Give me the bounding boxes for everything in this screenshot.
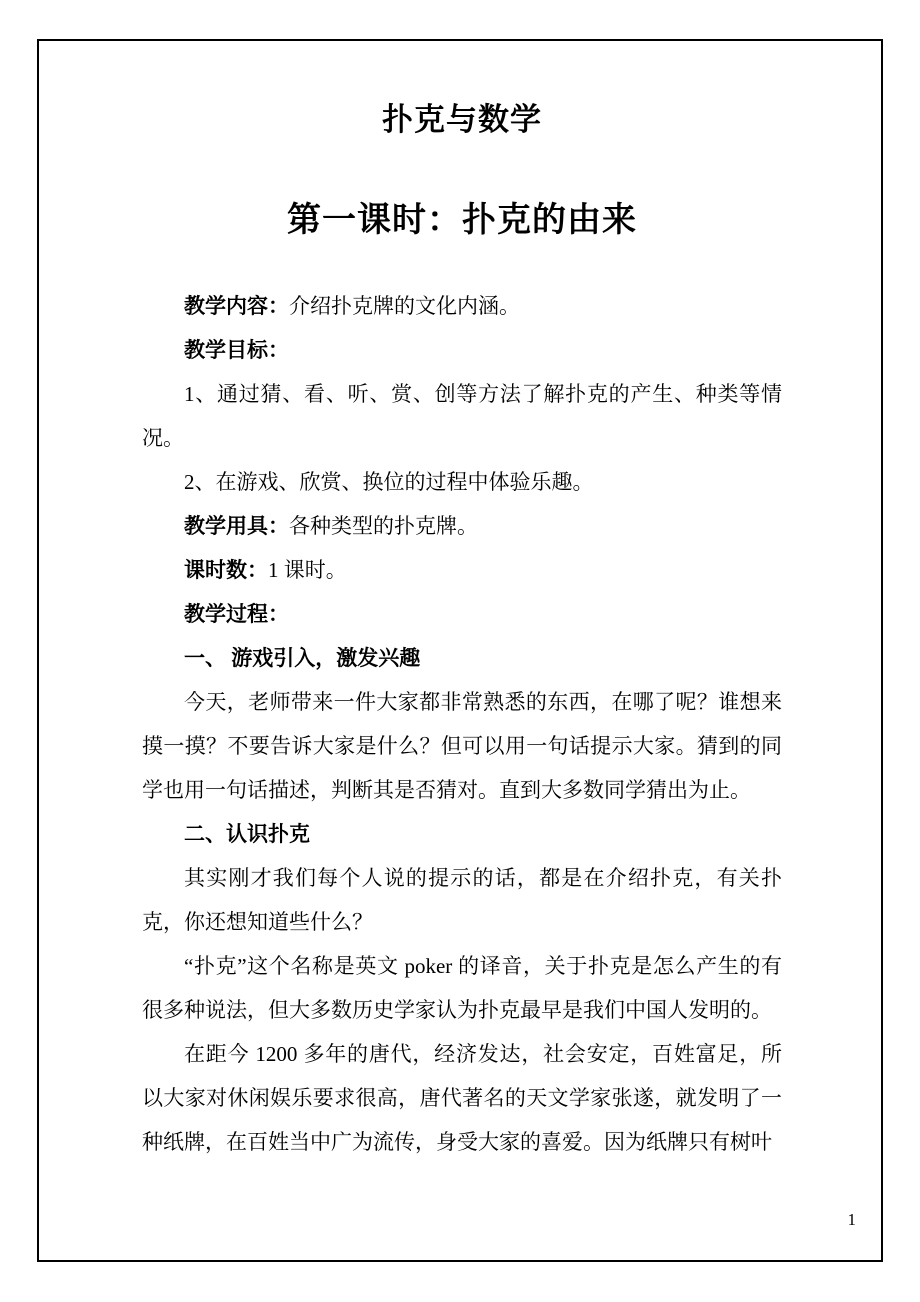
section-heading: 二、认识扑克: [184, 822, 310, 846]
paragraph: 教学内容：介绍扑克牌的文化内涵。: [184, 294, 520, 318]
paragraph-label: 教学内容：: [184, 294, 289, 318]
section-heading: 一、 游戏引入，激发兴趣: [184, 646, 421, 670]
paragraph: 今天，老师带来一件大家都非常熟悉的东西，在哪了呢？谁想来摸一摸？不要告诉大家是什么？但可以用一句话提示大家。猜到的同学也用一句话描述，判断其是否猜对。直到大多数同学猜出为止。: [142, 690, 782, 802]
document-subtitle: 第一课时：扑克的由来: [287, 202, 637, 239]
paragraph: 教学用具：各种类型的扑克牌。: [184, 514, 478, 538]
paragraph-label: 教学用具：: [184, 514, 289, 538]
paragraph: 在距今 1200 多年的唐代，经济发达，社会安定，百姓富足，所以大家对休闲娱乐要求很高，唐代著名的天文学家张遂，就发明了一种纸牌，在百姓当中广为流传，身受大家的喜爱。因为纸牌只有树叶: [142, 1042, 782, 1154]
paragraph-label: 教学过程：: [184, 602, 289, 626]
paragraph: 1、通过猜、看、听、赏、创等方法了解扑克的产生、种类等情况。: [142, 382, 782, 450]
paragraph: [142, 328, 782, 372]
paragraph-label: 教学目标：: [184, 338, 289, 362]
paragraph: 其实刚才我们每个人说的提示的话，都是在介绍扑克，有关扑克，你还想知道些什么？: [142, 866, 782, 934]
paragraph: [142, 592, 782, 636]
paragraph: “扑克”这个名称是英文 poker 的译音，关于扑克是怎么产生的有很多种说法，但大多数历史学家认为扑克最早是我们中国人发明的。: [142, 954, 782, 1022]
paragraph: 课时数：1 课时。: [184, 558, 347, 582]
page-number: 1: [847, 1210, 856, 1229]
document-content: [142, 100, 782, 1164]
document-title: 扑克与数学: [382, 102, 542, 137]
paragraph: 2、在游戏、欣赏、换位的过程中体验乐趣。: [184, 470, 594, 494]
paragraph-label: 课时数：: [184, 558, 268, 582]
document-body: [142, 284, 782, 1164]
